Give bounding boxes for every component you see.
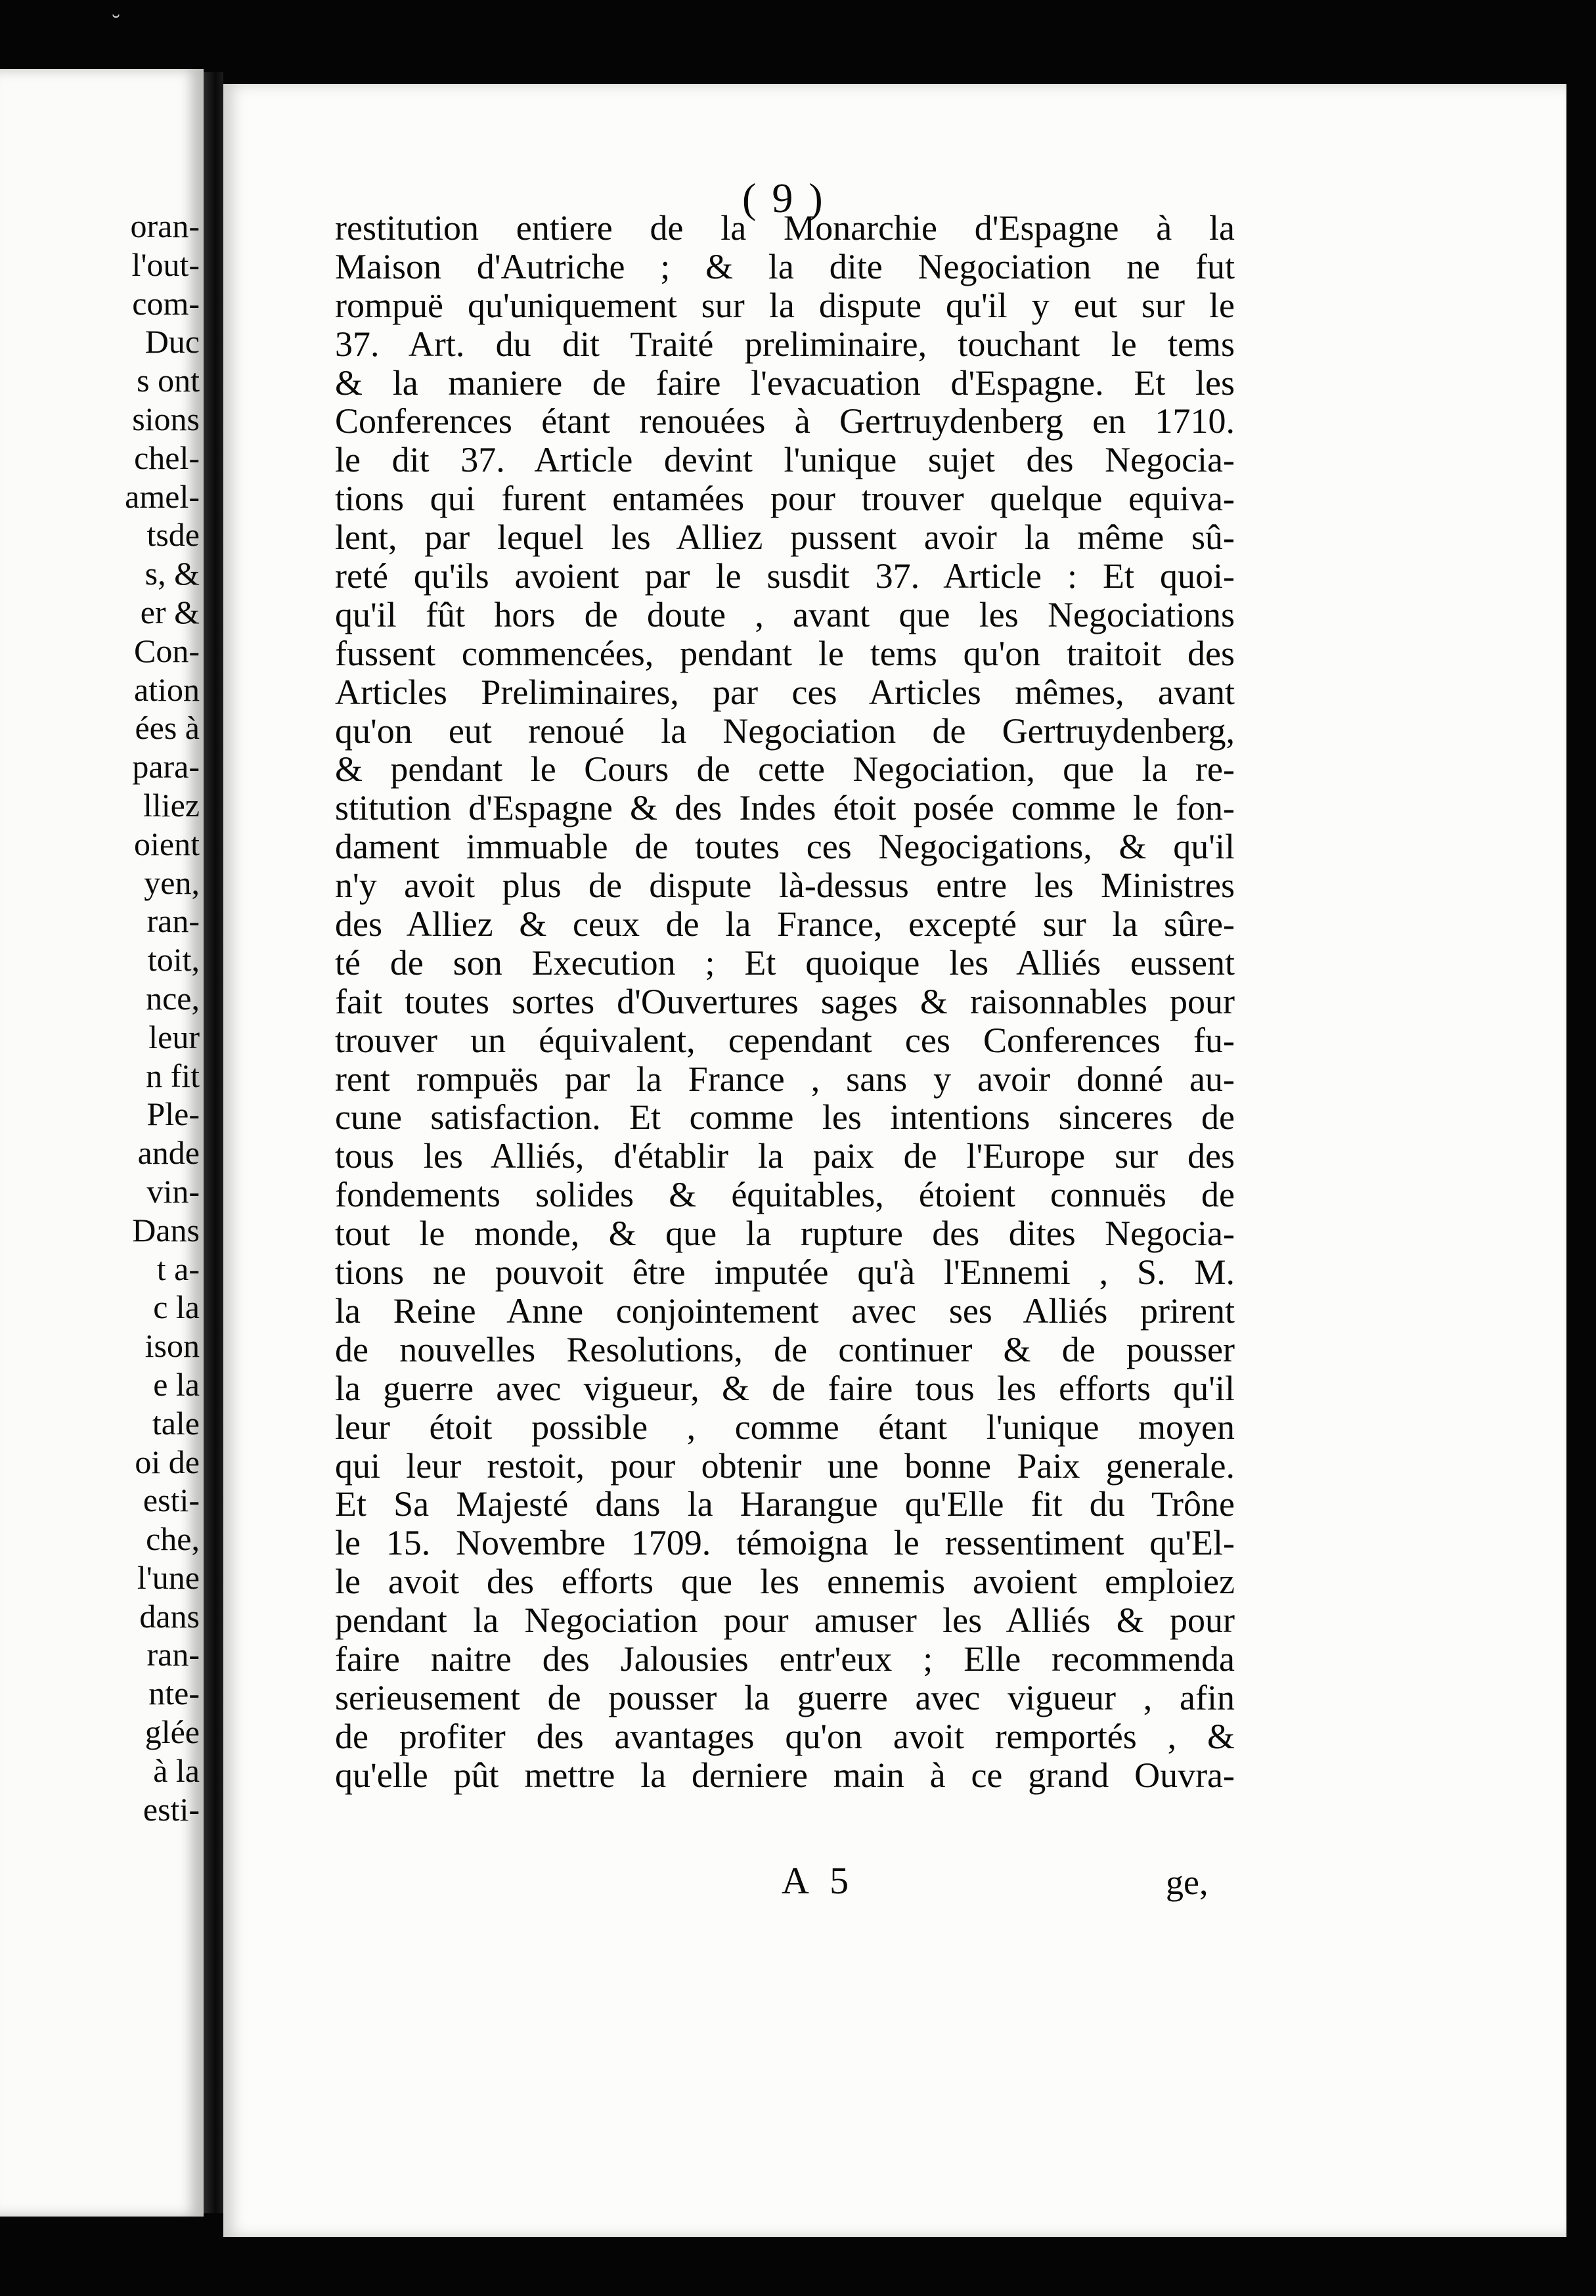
left-page-line: ran- bbox=[146, 902, 200, 940]
left-page-line: nce, bbox=[146, 979, 200, 1017]
text-line: 37. Art. du dit Traité preliminaire, touchant le tems bbox=[335, 324, 1235, 364]
left-page-line: para- bbox=[132, 748, 200, 785]
left-page-line: lliez bbox=[143, 786, 200, 824]
signature-mark: A 5 bbox=[782, 1859, 856, 1902]
left-page-line: oi de bbox=[135, 1443, 200, 1480]
text-line: rompuë qu'uniquement sur la dispute qu'il y eut sur le bbox=[335, 285, 1235, 325]
left-page-line: toit, bbox=[147, 941, 200, 979]
text-line: qu'on eut renoué la Negociation de Gertruydenberg, bbox=[335, 711, 1235, 751]
left-page-line: yen, bbox=[144, 864, 200, 901]
left-page-line: glée bbox=[144, 1713, 200, 1751]
left-page-line: s, & bbox=[144, 555, 200, 592]
text-line: la Reine Anne conjointement avec ses Alliés prirent bbox=[335, 1291, 1235, 1331]
text-line: faire naitre des Jalousies entr'eux ; Elle recommenda bbox=[335, 1639, 1235, 1679]
text-line: restitution entiere de la Monarchie d'Espagne à la bbox=[335, 208, 1235, 248]
left-page-line: esti- bbox=[143, 1482, 200, 1519]
left-page-line: dans bbox=[139, 1597, 200, 1635]
left-page-line: sions bbox=[132, 400, 200, 437]
left-page-line: e la bbox=[153, 1365, 200, 1403]
text-line: té de son Execution ; Et quoique les Alliés eussent bbox=[335, 942, 1235, 982]
text-line: Et Sa Majesté dans la Harangue qu'Elle fit du Trône bbox=[335, 1484, 1235, 1524]
left-page-line: Ple- bbox=[146, 1095, 200, 1133]
left-page-line: s ont bbox=[137, 362, 200, 399]
left-page-line: er & bbox=[140, 593, 200, 630]
book-gutter bbox=[204, 72, 223, 2213]
left-page-line: à la bbox=[153, 1752, 200, 1789]
text-line: qu'elle pût mettre la derniere main à ce grand Ouvra- bbox=[335, 1755, 1235, 1795]
text-line: fondements solides & équitables, étoient connuës de bbox=[335, 1175, 1235, 1215]
left-page-line: tale bbox=[152, 1404, 200, 1442]
text-line: dament immuable de toutes ces Negocigations, & qu'il bbox=[335, 827, 1235, 867]
page-number: ( 9 ) bbox=[742, 175, 826, 221]
text-line: cune satisfaction. Et comme les intentions sinceres de bbox=[335, 1097, 1235, 1137]
text-line: le 15. Novembre 1709. témoigna le ressentiment qu'El- bbox=[335, 1523, 1235, 1563]
text-line: serieusement de pousser la guerre avec vigueur , afin bbox=[335, 1677, 1235, 1717]
text-line: le dit 37. Article devint l'unique sujet des Negocia- bbox=[335, 440, 1235, 480]
text-line: tout le monde, & que la rupture des dites Negocia- bbox=[335, 1214, 1235, 1254]
text-line: Maison d'Autriche ; & la dite Negociation ne fut bbox=[335, 246, 1235, 286]
text-line: tions qui furent entamées pour trouver quelque equiva- bbox=[335, 479, 1235, 519]
left-page-line: Con- bbox=[134, 632, 200, 669]
text-line: stitution d'Espagne & des Indes étoit posée comme le fon- bbox=[335, 788, 1235, 828]
text-line: de nouvelles Resolutions, de continuer & de pousser bbox=[335, 1329, 1235, 1369]
left-page-line: t a- bbox=[156, 1250, 200, 1287]
left-page-line: amel- bbox=[125, 477, 200, 515]
text-line: & pendant le Cours de cette Negociation, que la re- bbox=[335, 749, 1235, 789]
left-page-line: ation bbox=[134, 671, 200, 708]
left-page-line: Duc bbox=[144, 323, 200, 361]
left-page-line: chel- bbox=[134, 439, 200, 476]
text-line: reté qu'ils avoient par le susdit 37. Article : Et quoi- bbox=[335, 556, 1235, 596]
left-page-line: ande bbox=[137, 1134, 200, 1172]
text-line: le avoit des efforts que les ennemis avoient emploiez bbox=[335, 1562, 1235, 1602]
text-line: fait toutes sortes d'Ouvertures sages & raisonnables pour bbox=[335, 981, 1235, 1021]
left-page-line: ison bbox=[144, 1327, 200, 1365]
left-page-line: ran- bbox=[146, 1636, 200, 1673]
text-line: de profiter des avantages qu'on avoit remportés , & bbox=[335, 1716, 1235, 1756]
text-line: & la maniere de faire l'evacuation d'Espagne. Et les bbox=[335, 363, 1235, 403]
left-page-line: c la bbox=[153, 1289, 200, 1326]
text-line: qui leur restoit, pour obtenir une bonne Paix generale. bbox=[335, 1446, 1235, 1486]
left-page-line: leur bbox=[148, 1018, 200, 1055]
left-page-line: nte- bbox=[148, 1675, 200, 1712]
text-line: Conferences étant renouées à Gertruydenberg en 1710. bbox=[335, 401, 1235, 441]
left-page-line: l'out- bbox=[131, 246, 200, 283]
text-line: la guerre avec vigueur, & de faire tous les efforts qu'il bbox=[335, 1368, 1235, 1408]
left-page-line: tsde bbox=[146, 516, 200, 554]
left-page-line: che, bbox=[146, 1520, 200, 1558]
left-page-line: l'une bbox=[137, 1558, 200, 1596]
left-page-line: Dans bbox=[132, 1211, 200, 1248]
text-line: tions ne pouvoit être imputée qu'à l'Ennemi , S. M. bbox=[335, 1252, 1235, 1292]
text-line: Articles Preliminaires, par ces Articles mêmes, avant bbox=[335, 672, 1235, 712]
left-page-line: oran- bbox=[130, 208, 200, 244]
body-text bbox=[335, 209, 1235, 1795]
left-page-line: vin- bbox=[146, 1172, 200, 1210]
text-line: n'y avoit plus de dispute là-dessus entre les Ministres bbox=[335, 866, 1235, 906]
left-page-line: ées à bbox=[135, 709, 200, 747]
text-line: lent, par lequel les Alliez pussent avoir la même sû- bbox=[335, 518, 1235, 558]
left-page-line: com- bbox=[132, 284, 200, 322]
text-line: des Alliez & ceux de la France, excepté sur la sûre- bbox=[335, 904, 1235, 944]
left-page-edge bbox=[0, 69, 204, 2217]
catchword: ge, bbox=[1166, 1863, 1208, 1902]
scan-speck: ˘ bbox=[110, 12, 122, 38]
text-line: leur étoit possible , comme étant l'unique moyen bbox=[335, 1407, 1235, 1447]
text-line: rent rompuës par la France , sans y avoir donné au- bbox=[335, 1059, 1235, 1099]
text-line: qu'il fût hors de doute , avant que les Negociations bbox=[335, 594, 1235, 634]
text-line: fussent commencées, pendant le tems qu'on traitoit des bbox=[335, 633, 1235, 673]
left-page-line: oient bbox=[134, 825, 200, 862]
left-page-line: n fit bbox=[146, 1057, 200, 1094]
text-line: tous les Alliés, d'établir la paix de l'Europe sur des bbox=[335, 1136, 1235, 1176]
text-line: trouver un équivalent, cependant ces Conferences fu- bbox=[335, 1020, 1235, 1060]
left-page-text-fragments bbox=[3, 207, 200, 1828]
left-page-line: esti- bbox=[143, 1790, 200, 1828]
text-line: pendant la Negociation pour amuser les Alliés & pour bbox=[335, 1601, 1235, 1641]
